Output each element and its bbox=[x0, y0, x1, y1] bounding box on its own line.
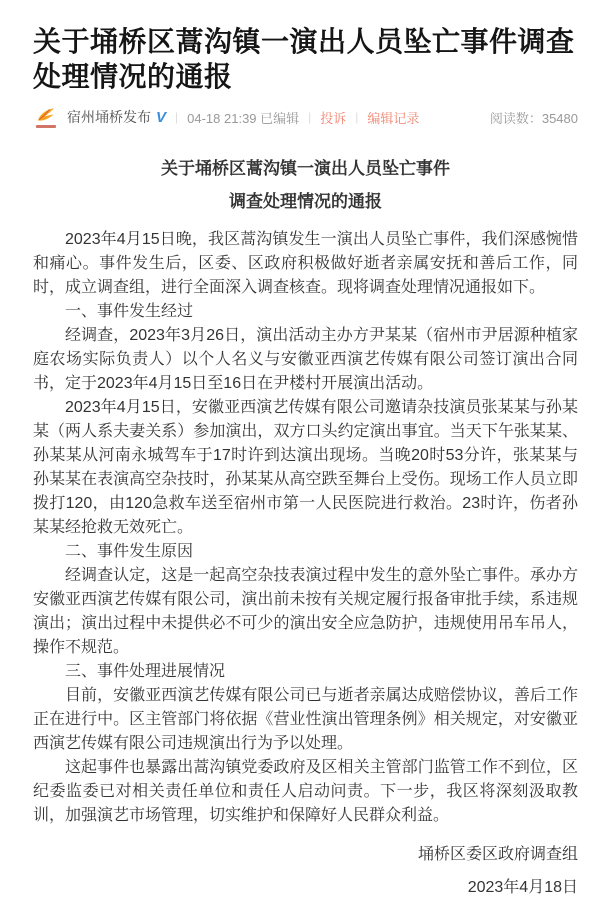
page-title: 关于埇桥区蒿沟镇一演出人员坠亡事件调查处理情况的通报 bbox=[33, 26, 575, 92]
signature-block bbox=[33, 838, 578, 904]
read-count: 阅读数：35480 bbox=[489, 110, 578, 126]
document-title-line1: 关于埇桥区蒿沟镇一演出人员坠亡事件 bbox=[161, 159, 450, 178]
section-heading: 二、事件发生原因 bbox=[65, 543, 194, 560]
divider: | bbox=[355, 110, 359, 124]
article-body bbox=[33, 152, 578, 904]
divider: | bbox=[175, 110, 179, 124]
paragraph-list bbox=[33, 228, 578, 828]
body-paragraph: 这起事件也暴露出蒿沟镇党委政府及区相关主管部门监管工作不到位，区纪委监委已对相关责任单位和责任人启动问责。下一步，我区将深刻汲取教训，加强演艺市场管理，切实维护和保障好人民群众利益。 bbox=[33, 759, 578, 824]
body-paragraph: 经调查，2023年3月26日，演出活动主办方尹某某（宿州市尹居源种植家庭农场实际负责人）以个人名义与安徽亚西演艺传媒有限公司签订演出合同书，定于2023年4月15日至16日在尹楼村开展演出活动。 bbox=[33, 327, 578, 392]
verified-badge-icon: V bbox=[156, 108, 167, 126]
document-title-line2: 调查处理情况的通报 bbox=[229, 192, 382, 211]
complaint-link[interactable]: 投诉 bbox=[320, 110, 347, 126]
body-paragraph: 2023年4月15日晚，我区蒿沟镇发生一演出人员坠亡事件，我们深感惋惜和痛心。事件发生后，区委、区政府积极做好逝者亲属安抚和善后工作，同时，成立调查组，进行全面深入调查核查。现将调查处理情况通报如下。 bbox=[33, 231, 578, 296]
body-paragraph: 目前，安徽亚西演艺传媒有限公司已与逝者亲属达成赔偿协议，善后工作正在进行中。区主管部门将依据《营业性演出管理条例》相关规定，对安徽亚西演艺传媒有限公司违规演出行为予以处理。 bbox=[33, 687, 578, 752]
section-heading: 三、事件处理进展情况 bbox=[65, 663, 226, 680]
phoenix-logo-icon bbox=[35, 106, 57, 124]
signature-date: 2023年4月18日 bbox=[467, 879, 578, 896]
signature-org: 埇桥区委区政府调查组 bbox=[417, 846, 578, 863]
timestamp: 04-18 21:39 已编辑 bbox=[187, 110, 300, 126]
publisher-name[interactable]: 宿州埇桥发布 bbox=[67, 109, 151, 125]
section-heading: 一、事件发生经过 bbox=[65, 303, 194, 320]
byline bbox=[33, 102, 578, 132]
body-paragraph: 经调查认定，这是一起高空杂技表演过程中发生的意外坠亡事件。承办方安徽亚西演艺传媒有限公司，演出前未按有关规定履行报备审批手续，系违规演出；演出过程中未提供必不可少的演出安全应急防护，违规使用吊车吊人，操作不规范。 bbox=[33, 567, 578, 656]
divider: | bbox=[308, 110, 312, 124]
logo-caption-mark bbox=[36, 125, 56, 128]
body-paragraph: 2023年4月15日，安徽亚西演艺传媒有限公司邀请杂技演员张某某与孙某某（两人系夫妻关系）参加演出，双方口头约定演出事宜。当天下午张某某、孙某某从河南永城驾车于17时许到达演出现场。当晚20时53分许，张某某与孙某某在表演高空杂技时，孙某某从高空跌至舞台上受伤。现场工作人员立即拨打120，由120急救车送至宿州市第一人民医院进行救治。23时许，伤者孙某某经抢救无效死亡。 bbox=[33, 399, 578, 536]
edit-history-link[interactable]: 编辑记录 bbox=[367, 110, 420, 126]
document-title bbox=[33, 152, 578, 218]
publisher-avatar[interactable] bbox=[33, 103, 59, 131]
